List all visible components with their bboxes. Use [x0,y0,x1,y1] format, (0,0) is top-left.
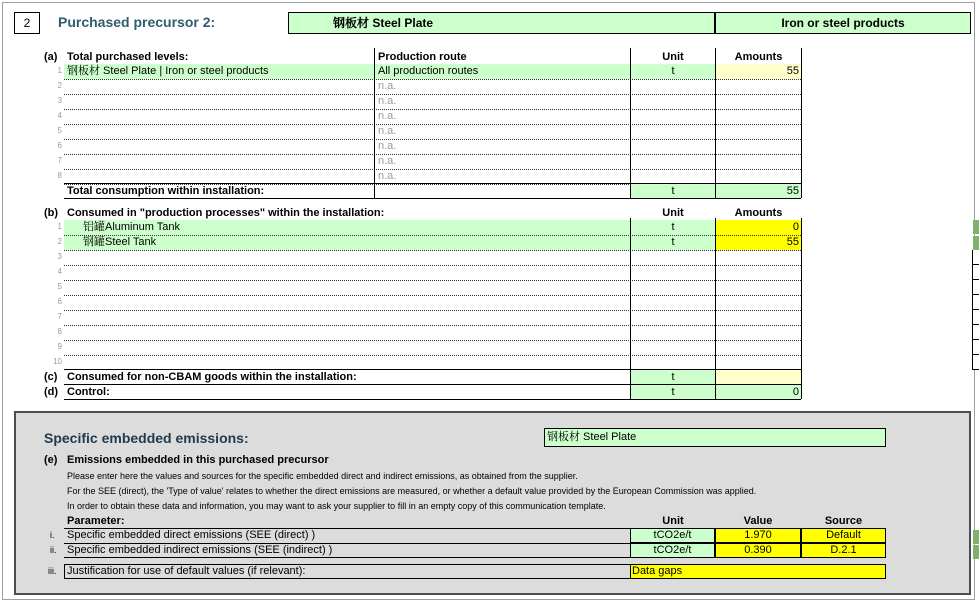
divider [64,169,801,170]
section-a-letter: (a) [44,51,58,63]
divider [374,48,375,198]
divider [64,109,801,110]
row-number: 6 [57,297,62,306]
see-param-header: Parameter: [67,515,125,527]
row-number: 1 [57,66,62,75]
see-source-header: Source [824,515,863,527]
see-note-1: Please enter here the values and sources for the specific embedded direct and indirect emissions, as obtained from the supplier. [67,471,578,481]
page-title: Purchased precursor 2: [58,14,216,30]
see-value[interactable]: 1.970 [744,529,772,541]
edge-marker [973,236,979,250]
section-b-item-name[interactable]: 钢罐Steel Tank [83,236,157,248]
total-consumption-label: Total consumption within installation: [67,185,265,197]
row-number: 8 [57,327,62,336]
divider [630,48,631,198]
section-b-amount-header: Amounts [734,207,783,219]
divider [64,295,801,296]
section-d-label: Control: [67,386,110,398]
see-unit-header: Unit [662,515,684,527]
divider [64,340,801,341]
see-just-label: Justification for use of default values (if relevant): [67,565,306,577]
section-a-route[interactable]: n.a. [378,170,397,182]
divider [64,310,801,311]
row-number: 1 [57,222,62,231]
see-title: Specific embedded emissions: [44,430,249,446]
header-good-name[interactable]: 钢板材 Steel Plate [288,12,715,34]
row-number: 4 [57,267,62,276]
section-b-amount[interactable]: 0 [792,221,799,233]
section-b-unit: t [671,236,675,248]
divider [64,355,801,356]
see-param: Specific embedded direct emissions (SEE (direct) ) [67,529,316,541]
row-number: 5 [57,282,62,291]
see-just-num: iii. [48,566,57,576]
section-a-amount-header: Amounts [734,51,783,63]
see-unit: tCO2e/t [653,529,692,541]
see-note-3: In order to obtain these data and information, you may want to ask your supplier to fill in an empty copy of this communication template. [67,501,606,511]
divider [64,250,801,251]
row-number: 7 [57,312,62,321]
row-number: 6 [57,141,62,150]
section-c-unit: t [671,371,675,383]
section-a-route[interactable]: n.a. [378,140,397,152]
header-category[interactable]: Iron or steel products [715,12,971,34]
see-param: Specific embedded indirect emissions (SEE (indirect) ) [67,544,333,556]
section-a-unit-header: Unit [662,51,684,63]
section-a-route[interactable]: n.a. [378,110,397,122]
divider [64,265,801,266]
divider [64,399,801,400]
divider [64,325,801,326]
row-number: 4 [57,111,62,120]
edge-lines [972,250,979,370]
edge-marker [973,220,979,234]
divider [64,79,801,80]
see-unit: tCO2e/t [653,544,692,556]
divider [801,48,802,198]
section-a-unit: t [671,65,675,77]
divider [64,124,801,125]
row-number: 2 [57,81,62,90]
section-d-letter: (d) [44,386,59,398]
section-d-amount[interactable]: 0 [792,386,799,398]
section-a-label: Total purchased levels: [67,51,189,63]
see-just-value[interactable]: Data gaps [632,565,683,577]
section-c-label: Consumed for non-CBAM goods within the installation: [67,371,357,383]
section-b-letter: (b) [44,207,59,219]
see-good-name[interactable]: 钢板材 Steel Plate [544,428,886,447]
total-amount[interactable]: 55 [786,185,799,197]
section-c-letter: (c) [44,371,58,383]
see-value[interactable]: 0.390 [744,544,772,556]
see-source[interactable]: D.2.1 [830,544,857,556]
section-a-route[interactable]: n.a. [378,80,397,92]
divider [64,235,801,236]
section-b-amount[interactable]: 55 [786,236,799,248]
see-e-label: Emissions embedded in this purchased precursor [67,454,329,466]
row-number: 5 [57,126,62,135]
section-a-route[interactable]: n.a. [378,95,397,107]
section-b-unit-header: Unit [662,207,684,219]
row-number: 9 [57,342,62,351]
section-b-unit: t [671,221,675,233]
edge-marker [973,545,979,559]
see-value-header: Value [743,515,773,527]
section-b-label: Consumed in "production processes" within the installation: [67,207,385,219]
section-a-route[interactable]: n.a. [378,125,397,137]
section-b-item-name[interactable]: 铝罐Aluminum Tank [83,221,180,233]
row-number: 10 [53,357,62,366]
row-number: 2 [57,237,62,246]
divider [64,94,801,95]
precursor-number-box: 2 [14,12,40,34]
section-c-amount-bg [716,370,801,384]
section-a-route-header: Production route [378,51,467,63]
row-number: 3 [57,252,62,261]
row-number: 8 [57,171,62,180]
section-a-amount[interactable]: 55 [786,65,799,77]
row-number: 7 [57,156,62,165]
divider [64,198,801,199]
see-e-letter: (e) [44,454,58,466]
section-a-route[interactable]: n.a. [378,155,397,167]
see-note-2: For the SEE (direct), the 'Type of value' relates to whether the direct emissions are measured, or whether a default value provided by the European Commission was applied. [67,486,757,496]
divider [801,218,802,399]
divider [715,48,716,198]
see-row-number: i. [50,530,55,540]
section-d-unit: t [671,386,675,398]
edge-marker [973,530,979,544]
section-a-route[interactable]: All production routes [378,65,479,77]
divider [64,139,801,140]
total-unit: t [671,185,675,197]
divider [64,280,801,281]
section-a-item-name[interactable]: 钢板材 Steel Plate | Iron or steel products [67,65,269,77]
see-row-number: ii. [50,545,57,555]
row-number: 3 [57,96,62,105]
divider [64,154,801,155]
see-source[interactable]: Default [826,529,861,541]
